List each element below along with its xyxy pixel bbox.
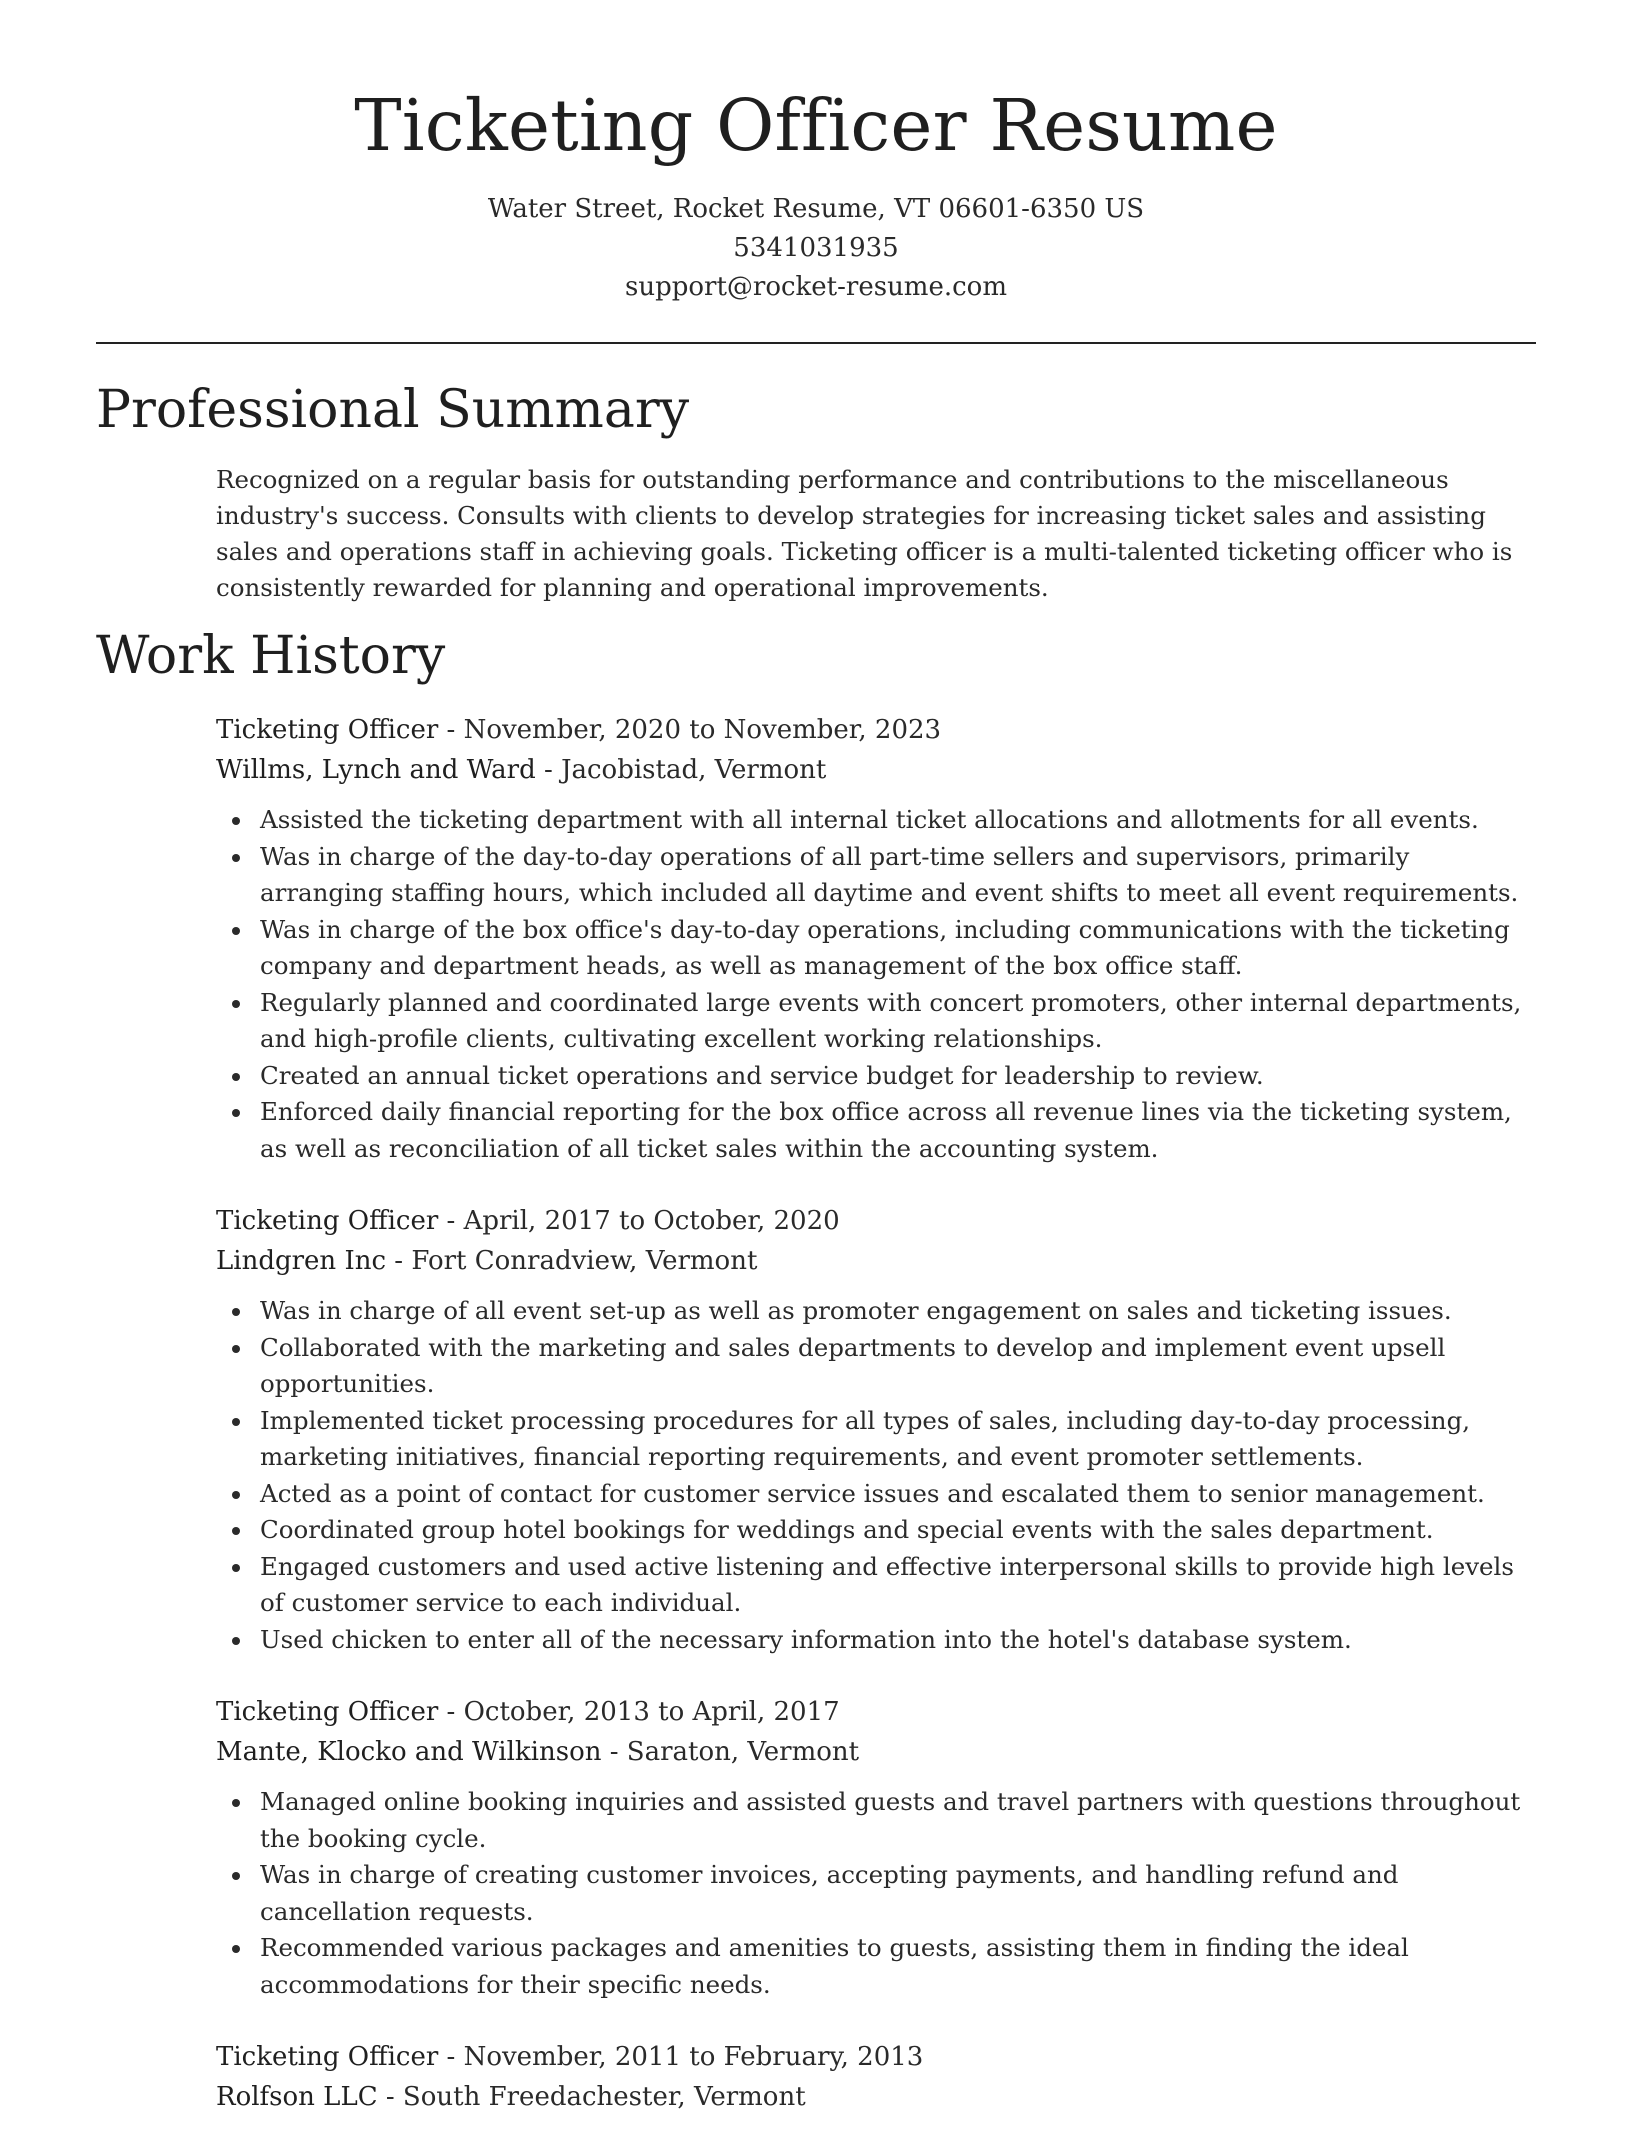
bullet-dot-icon bbox=[232, 1073, 240, 1081]
bullet-dot-icon bbox=[232, 1872, 240, 1880]
bullet-dot-icon bbox=[232, 1527, 240, 1535]
job-location: - Jacobistad, Vermont bbox=[535, 755, 827, 785]
job-bullet bbox=[260, 1476, 1536, 1513]
job-title-line bbox=[216, 1692, 1536, 1732]
job-bullet-text: Acted as a point of contact for customer service issues and escalated them to senior management. bbox=[260, 1478, 1485, 1508]
job-bullet-text: Coordinated group hotel bookings for weddings and special events with the sales department. bbox=[260, 1515, 1434, 1544]
job-bullet-text: Was in charge of all event set-up as well as promoter engagement on sales and ticketing issues. bbox=[260, 1296, 1452, 1325]
work-history-list bbox=[216, 710, 1536, 2151]
job-dates: - April, 2017 to October, 2020 bbox=[438, 1206, 840, 1236]
bullet-dot-icon bbox=[232, 1000, 240, 1008]
bullet-dot-icon bbox=[232, 817, 240, 825]
job-bullet bbox=[260, 1330, 1536, 1403]
summary-text: Recognized on a regular basis for outstanding performance and contributions to the miscellaneous industry's success. Consults with clients to develop strategies for increasing ticket sales and assisting sales and operations staff in achieving goals. Ticketing officer is a multi-talented ticketing officer who is consistently rewarded for planning and operational improvements. bbox=[216, 465, 1513, 602]
bullet-dot-icon bbox=[232, 927, 240, 935]
job-bullet-text: Assisted the ticketing department with all internal ticket allocations and allotments for all events. bbox=[260, 805, 1479, 834]
job-title-line bbox=[216, 1201, 1536, 1241]
resume-title: Ticketing Officer Resume bbox=[354, 84, 1278, 167]
job-title-line bbox=[216, 2037, 1536, 2077]
job-bullets bbox=[216, 802, 1536, 1167]
contact-email: support@rocket-resume.com bbox=[624, 272, 1007, 302]
job-bullet bbox=[260, 1058, 1536, 1095]
contact-address: Water Street, Rocket Resume, VT 06601-6350 US bbox=[487, 194, 1145, 224]
job-bullet-text: Was in charge of creating customer invoices, accepting payments, and handling refund and cancellation requests. bbox=[260, 1860, 1399, 1926]
bullet-dot-icon bbox=[232, 1799, 240, 1807]
job-bullet-text: Implemented ticket processing procedures for all types of sales, including day-to-day processing, marketing initiatives, financial reporting requirements, and event promoter settlements. bbox=[260, 1405, 1471, 1471]
job-company: Lindgren Inc bbox=[216, 1246, 387, 1276]
job-bullet-text: Recommended various packages and amenities to guests, assisting them in finding the ideal accommodations for their specific needs. bbox=[260, 1933, 1409, 1999]
job-bullet-text: Created an annual ticket operations and service budget for leadership to review. bbox=[260, 1060, 1264, 1090]
job-title-line bbox=[216, 710, 1536, 750]
job-dates: - November, 2020 to November, 2023 bbox=[438, 715, 942, 745]
job-entry bbox=[216, 1201, 1536, 1658]
job-location: - Saraton, Vermont bbox=[601, 1737, 860, 1767]
contact-block bbox=[0, 190, 1632, 307]
job-bullet bbox=[260, 1930, 1536, 2003]
job-bullet bbox=[260, 1293, 1536, 1330]
job-bullet-text: Was in charge of the day-to-day operations of all part-time sellers and supervisors, primarily arranging staffing hours, which included all daytime and event shifts to meet all event requirements. bbox=[260, 841, 1519, 907]
job-bullet-text: Used chicken to enter all of the necessary information into the hotel's database system. bbox=[260, 1624, 1352, 1654]
job-bullet bbox=[260, 985, 1536, 1058]
job-title: Ticketing Officer bbox=[216, 1206, 439, 1236]
bullet-dot-icon bbox=[232, 854, 240, 862]
bullet-dot-icon bbox=[232, 1345, 240, 1353]
bullet-dot-icon bbox=[232, 1109, 240, 1117]
job-title: Ticketing Officer bbox=[216, 2042, 439, 2072]
bullet-dot-icon bbox=[232, 1637, 240, 1645]
job-bullet-text: Was in charge of the box office's day-to-day operations, including communications with the ticketing company and department heads, as well as management of the box office staff. bbox=[260, 914, 1510, 980]
job-bullet-text: Collaborated with the marketing and sales departments to develop and implement event upsell opportunities. bbox=[260, 1332, 1446, 1398]
job-location: - Fort Conradview, Vermont bbox=[386, 1246, 758, 1276]
bullet-dot-icon bbox=[232, 1491, 240, 1499]
job-bullet bbox=[260, 1857, 1536, 1930]
job-entry bbox=[216, 1692, 1536, 2003]
summary-heading: Professional Summary bbox=[96, 380, 690, 440]
job-bullet-text: Enforced daily financial reporting for the box office across all revenue lines via the ticketing system, as well as reconciliation of all ticket sales within the accounting system. bbox=[260, 1097, 1512, 1163]
job-company: Willms, Lynch and Ward bbox=[216, 755, 536, 785]
job-entry bbox=[216, 2037, 1536, 2117]
job-company-line bbox=[216, 1732, 1536, 1772]
job-bullet-text: Engaged customers and used active listening and effective interpersonal skills to provide high levels of customer service to each individual. bbox=[260, 1551, 1514, 1617]
job-bullets bbox=[216, 1784, 1536, 2003]
job-company-line bbox=[216, 750, 1536, 790]
job-title: Ticketing Officer bbox=[216, 1697, 439, 1727]
resume-header bbox=[0, 84, 1632, 307]
job-bullet bbox=[260, 912, 1536, 985]
job-bullet bbox=[260, 1094, 1536, 1167]
job-bullet bbox=[260, 1403, 1536, 1476]
job-dates: - November, 2011 to February, 2013 bbox=[438, 2042, 924, 2072]
job-bullet bbox=[260, 802, 1536, 839]
job-bullet bbox=[260, 1549, 1536, 1622]
job-title: Ticketing Officer bbox=[216, 715, 439, 745]
job-location: - South Freedachester, Vermont bbox=[377, 2082, 806, 2112]
bullet-dot-icon bbox=[232, 1308, 240, 1316]
job-bullet-text: Managed online booking inquiries and assisted guests and travel partners with questions throughout the booking cycle. bbox=[260, 1787, 1521, 1853]
bullet-dot-icon bbox=[232, 1418, 240, 1426]
bullet-dot-icon bbox=[232, 1945, 240, 1953]
job-company-line bbox=[216, 1241, 1536, 1281]
bullet-dot-icon bbox=[232, 1564, 240, 1572]
job-dates: - October, 2013 to April, 2017 bbox=[438, 1697, 840, 1727]
job-bullet-text: Regularly planned and coordinated large events with concert promoters, other internal departments, and high-profile clients, cultivating excellent working relationships. bbox=[260, 987, 1522, 1053]
job-entry bbox=[216, 710, 1536, 1167]
contact-phone: 5341031935 bbox=[733, 233, 899, 263]
header-divider bbox=[96, 342, 1536, 344]
work-history-heading: Work History bbox=[96, 626, 446, 686]
job-company: Rolfson LLC bbox=[216, 2082, 378, 2112]
job-bullet bbox=[260, 1784, 1536, 1857]
job-bullet bbox=[260, 1622, 1536, 1659]
job-company: Mante, Klocko and Wilkinson bbox=[216, 1737, 602, 1767]
job-bullet bbox=[260, 839, 1536, 912]
job-bullets bbox=[216, 1293, 1536, 1658]
job-bullet bbox=[260, 1512, 1536, 1549]
job-company-line bbox=[216, 2077, 1536, 2117]
